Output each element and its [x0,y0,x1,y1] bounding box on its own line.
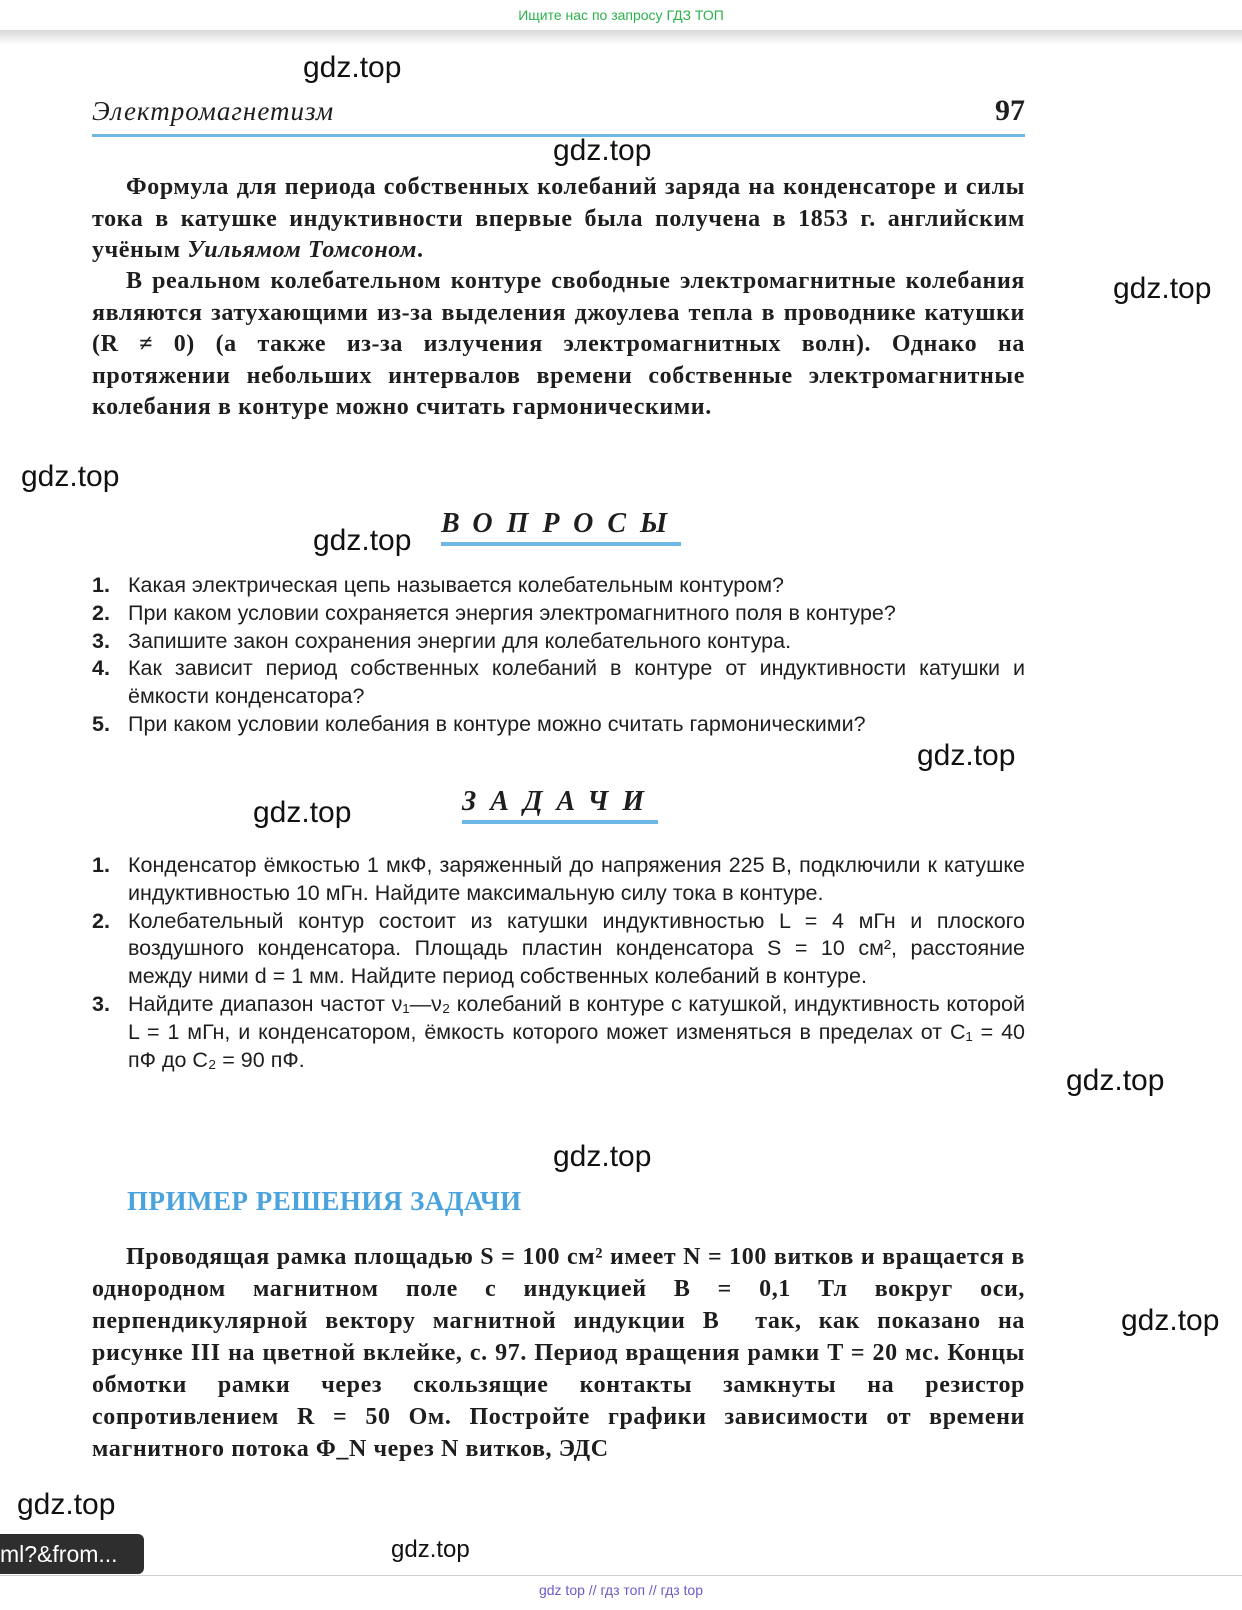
item-text: Колебательный контур состоит из катушки индуктивностью L = 4 мГн и плоского воздушного конденсатора. Площадь пластин конденсатора S = 10 см², расстояние между ними d = 1 мм. Найдите период собственных колебаний в контуре. [128,908,1025,989]
item-text: Как зависит период собственных колебаний в контуре от индуктивности катушки и ёмкости конденсатора? [128,656,1025,709]
watermark: gdz.top [303,51,402,84]
list-item [92,852,1025,908]
item-text: Найдите диапазон частот ν₁—ν₂ колебаний в контуре с катушкой, индуктивность которой L = 1 мГн, и конденсатором, ёмкость которого может изменяться в пределах от C₁ = 40 пФ до C₂ = 90 пФ. [128,991,1025,1072]
questions-list [92,572,1025,739]
questions-title: ВОПРОСЫ [441,508,681,546]
item-number: 4. [92,656,110,681]
problems-title: ЗАДАЧИ [462,786,658,824]
scientist-name: Уильямом Томсоном [187,237,418,263]
list-item [92,711,1025,739]
watermark: gdz.top [553,134,652,167]
item-number: 1. [92,573,110,597]
list-item [92,628,1025,656]
list-item [92,600,1025,628]
item-number: 3. [92,991,110,1016]
bottom-divider [0,1575,1242,1576]
example-title: ПРИМЕР РЕШЕНИЯ ЗАДАЧИ [127,1186,522,1216]
page-header [92,96,1025,137]
item-number: 3. [92,628,110,653]
top-banner[interactable]: Ищите нас по запросу ГДЗ ТОП [518,7,724,23]
watermark: gdz.top [313,524,412,557]
intro-text-end: . [417,237,424,263]
watermark: gdz.top [1113,272,1212,305]
example-paragraph: Проводящая рамка площадью S = 100 см² имеет N = 100 витков и вращается в однородном магнитном поле с индукцией B = 0,1 Тл вокруг оси, перпендикулярной вектору магнитной индукции B⃗ так, как показано на рисунке III на цветной вклейке, с. 97. Период вращения рамки T = 20 мс. Концы обмотки рамки через скользящие контакты замкнуты на резистор сопротивлением R = 50 Ом. Постройте графики зависимости от времени магнитного потока Φ_N через N витков, ЭДС [92,1244,1025,1462]
watermark: gdz.top [253,796,352,829]
intro-paragraph-2: В реальном колебательном контуре свободные электромагнитные колебания являются затухающими из-за выделения джоулева тепла в проводнике катушки (R ≠ 0) (а также из-за излучения электромагнитных волн). Однако на протяжении небольших интервалов времени собственные электромагнитные колебания в контуре можно считать гармоническими. [92,268,1025,420]
watermark: gdz.top [391,1536,470,1563]
item-text: Запишите закон сохранения энергии для колебательного контура. [128,628,792,653]
page-number: 97 [995,94,1025,127]
item-text: Какая электрическая цепь называется колебательным контуром? [128,573,784,597]
problems-list [92,852,1025,1074]
watermark: gdz.top [917,739,1016,772]
item-number: 2. [92,600,110,625]
top-divider [0,30,1242,44]
item-text: При каком условии колебания в контуре можно считать гармоническими? [128,711,866,736]
watermark: gdz.top [21,460,120,493]
list-item [92,655,1025,711]
watermark: gdz.top [553,1140,652,1173]
footer-links[interactable]: gdz top // гдз топ // гдз top [538,1582,704,1598]
watermark: gdz.top [1066,1064,1165,1097]
url-tab[interactable]: ml?&from... [0,1534,144,1574]
chapter-title: Электромагнетизм [92,96,335,126]
item-text: При каком условии сохраняется энергия электромагнитного поля в контуре? [128,600,896,625]
watermark: gdz.top [1121,1304,1220,1337]
list-item [92,572,1025,600]
intro-text: Формула для периода собственных колебаний заряда на конденсаторе и силы тока в катушке индуктивности впервые была получена в 1853 г. английским учёным [92,174,1025,263]
item-text: Конденсатор ёмкостью 1 мкФ, заряженный до напряжения 225 В, подключили к катушке индуктивностью 10 мГн. Найдите максимальную силу тока в контуре. [128,853,1025,905]
intro-paragraph-1 [92,172,1025,267]
watermark: gdz.top [17,1488,116,1521]
item-number: 2. [92,908,110,933]
list-item [92,991,1025,1074]
item-number: 1. [92,853,110,877]
item-number: 5. [92,711,110,736]
list-item [92,908,1025,991]
